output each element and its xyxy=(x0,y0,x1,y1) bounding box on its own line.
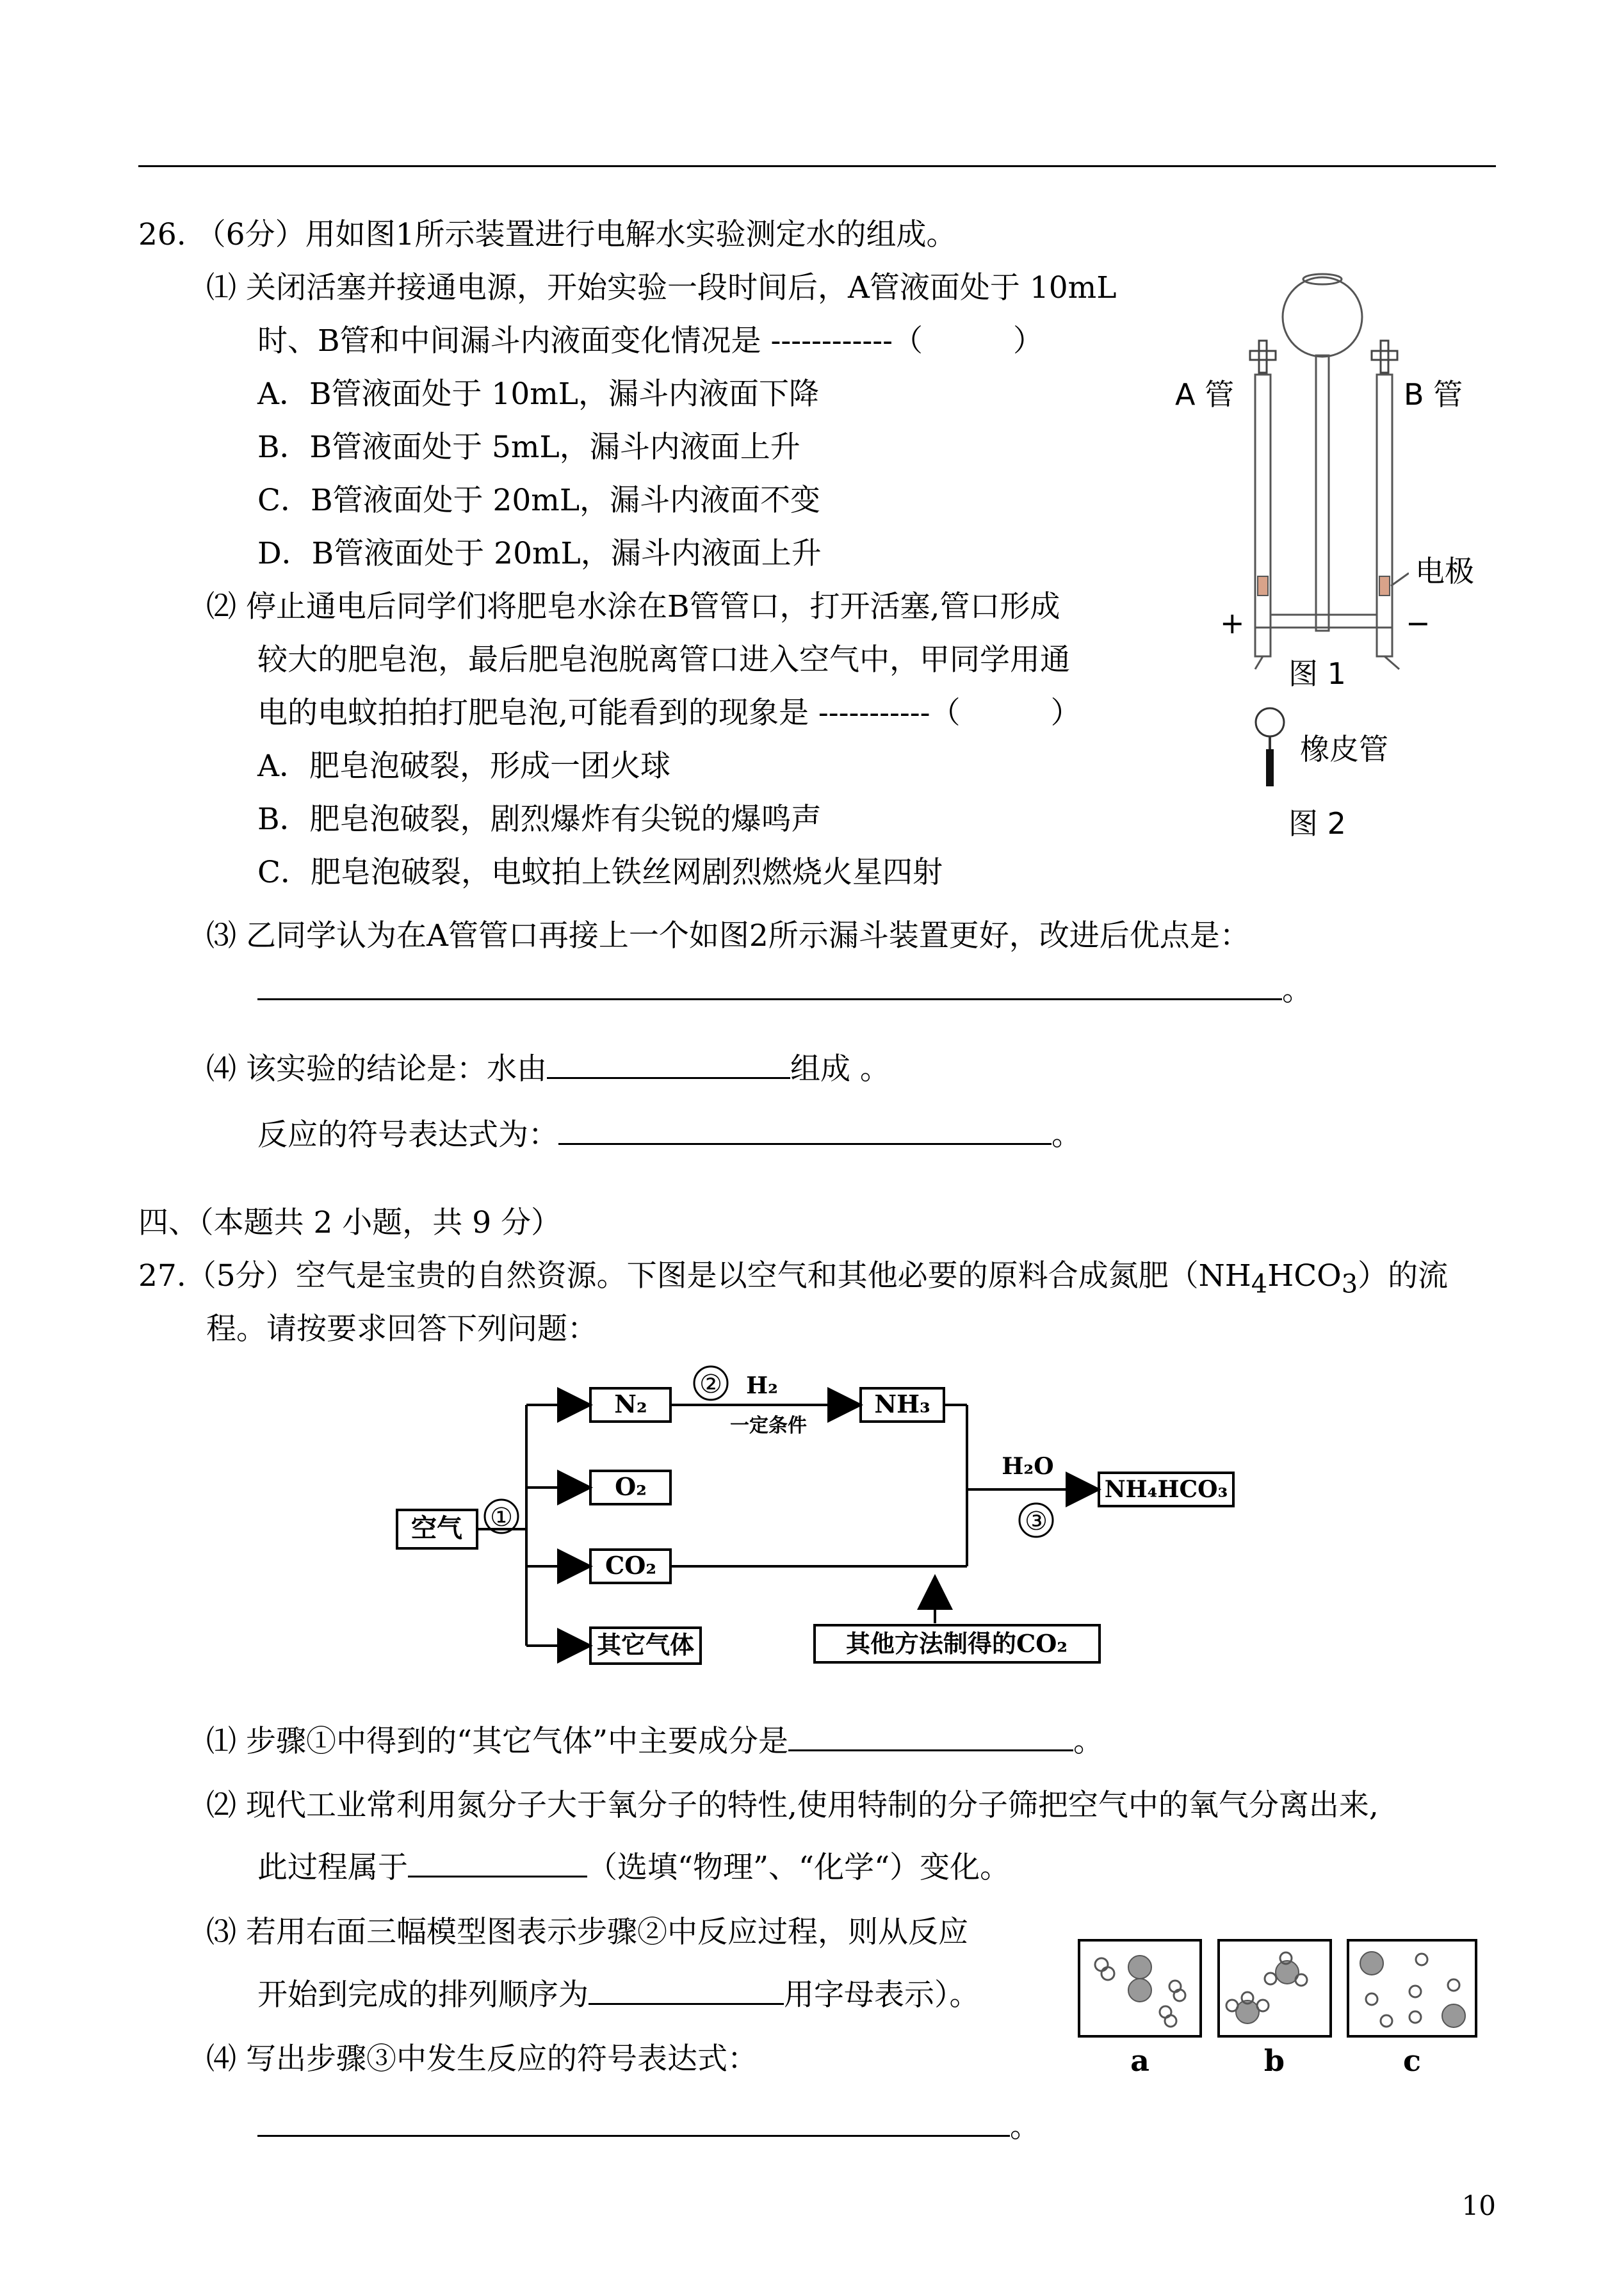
q26-p4-blank1[interactable] xyxy=(547,1049,790,1079)
q26-p1-line2: 时、B管和中间漏斗内液面变化情况是 ------------（ ） xyxy=(257,323,1044,359)
q26-p2-line3: 电的电蚊拍拍打肥皂泡,可能看到的现象是 -----------（ ） xyxy=(257,695,1081,731)
q27-p3-line2: 开始到完成的排列顺序为 用字母表示）。 xyxy=(257,1975,980,2015)
model-label-a: a xyxy=(1130,2043,1149,2078)
q27-p3-line1: ⑶ 若用右面三幅模型图表示步骤②中反应过程，则从反应 xyxy=(206,1915,968,1950)
flow-nh3-label: NH₃ xyxy=(874,1390,930,1418)
q27-p1: ⑴ 步骤①中得到的“其它气体”中主要成分是 。 xyxy=(206,1721,1103,1761)
a-tube-glass xyxy=(1255,375,1271,656)
model-box-b xyxy=(1219,1940,1331,2036)
q27-p1-blank[interactable] xyxy=(788,1721,1073,1751)
model-label-b: b xyxy=(1263,2043,1285,2078)
q27-header-line2: 程。请按要求回答下列问题： xyxy=(206,1311,597,1347)
funnel-bulb xyxy=(1283,277,1362,357)
fig2-caption: 图 2 xyxy=(1288,806,1346,841)
header-rule xyxy=(138,165,1496,167)
flow-other-co2-label: 其他方法制得的CO₂ xyxy=(846,1629,1068,1658)
q26-p4-line2: 反应的符号表达式为： 。 xyxy=(257,1115,1082,1155)
q27-flow-diagram xyxy=(384,1364,1262,1697)
q27-p2-line1: ⑵ 现代工业常利用氮分子大于氧分子的特性,使用特制的分子筛把空气中的氧气分离出来, xyxy=(206,1788,1379,1823)
figure-1-electrolysis-apparatus xyxy=(1217,269,1409,679)
q26-p1-line1: ⑴ 关闭活塞并接通电源，开始实验一段时间后，A管液面处于 10mL xyxy=(206,270,1117,305)
fig1-minus-label: − xyxy=(1406,606,1431,640)
fig1-b-tube-label: B 管 xyxy=(1404,377,1463,412)
q27-p4-line1: ⑷ 写出步骤③中发生反应的符号表达式： xyxy=(206,2041,758,2077)
q27-header: 27.（5分）空气是宝贵的自然资源。下图是以空气和其他必要的原料合成氮肥$(NH_4HCO_3)$的流 xyxy=(138,1258,1449,1299)
flow-product-label: NH₄HCO₃ xyxy=(1104,1476,1228,1503)
q27-p2-line2: 此过程属于 （选填“物理”、“化学“）变化。 xyxy=(257,1847,1010,1887)
q26-p2-option-a: A．肥皂泡破裂，形成一团火球 xyxy=(257,749,670,784)
flow-air-label: 空气 xyxy=(411,1513,462,1543)
q27-p3-blank[interactable] xyxy=(589,1975,784,2005)
page-number: 10 xyxy=(1461,2190,1496,2221)
q27-model-diagrams xyxy=(1076,1934,1492,2081)
q26-p1-option-d: D．B管液面处于 20mL，漏斗内液面上升 xyxy=(257,536,822,571)
q26-p1-option-c: C．B管液面处于 20mL，漏斗内液面不变 xyxy=(257,483,821,518)
flow-condition-label: 一定条件 xyxy=(730,1415,807,1437)
q26-p2-line1: ⑵ 停止通电后同学们将肥皂水涂在B管管口，打开活塞,管口形成 xyxy=(206,589,1060,624)
fig1-caption: 图 1 xyxy=(1288,656,1346,691)
figure-2-funnel xyxy=(1252,704,1290,794)
flow-co2-label: CO₂ xyxy=(605,1551,656,1580)
central-tube xyxy=(1316,355,1329,631)
q26-p1-option-a: A．B管液面处于 10mL，漏斗内液面下降 xyxy=(257,377,820,412)
flow-step2: ② xyxy=(699,1370,722,1399)
q27-p4-answer[interactable]: 。 xyxy=(257,2107,1040,2146)
flow-n2-label: N₂ xyxy=(614,1390,647,1418)
fig1-a-tube-label: A 管 xyxy=(1175,377,1235,412)
q26-p3-answer[interactable]: 。 xyxy=(257,970,1312,1010)
fig1-plus-label: + xyxy=(1220,606,1245,640)
flow-step1: ① xyxy=(490,1503,513,1532)
q27-p2-blank[interactable] xyxy=(408,1847,587,1877)
section-4-header: 四、（本题共 2 小题，共 9 分） xyxy=(138,1205,562,1240)
q26-p4-line1: ⑷ 该实验的结论是：水由 组成 。 xyxy=(206,1049,890,1089)
q26-p2-line2: 较大的肥皂泡，最后肥皂泡脱离管口进入空气中，甲同学用通 xyxy=(257,642,1070,677)
q26-p2-option-b: B．肥皂泡破裂，剧烈爆炸有尖锐的爆鸣声 xyxy=(257,802,822,837)
model-label-c: c xyxy=(1402,2043,1422,2078)
q26-p4-blank2[interactable] xyxy=(558,1115,1052,1145)
fig1-electrode-label: 电极 xyxy=(1415,554,1474,588)
q26-p1-option-b: B．B管液面处于 5mL，漏斗内液面上升 xyxy=(257,430,800,465)
flow-h2o-label: H₂O xyxy=(1002,1453,1054,1480)
b-tube-glass xyxy=(1377,375,1392,656)
q26-p3-line1: ⑶ 乙同学认为在A管管口再接上一个如图2所示漏斗装置更好，改进后优点是： xyxy=(206,918,1250,953)
q26-header: 26. （6分）用如图1所示装置进行电解水实验测定水的组成。 xyxy=(138,217,957,252)
flow-other-gas-label: 其它气体 xyxy=(596,1630,695,1659)
fig2-rubber-tube-label: 橡皮管 xyxy=(1300,732,1388,766)
flow-o2-label: O₂ xyxy=(615,1472,647,1501)
q26-p2-option-c: C．肥皂泡破裂，电蚊拍上铁丝网剧烈燃烧火星四射 xyxy=(257,855,943,890)
flow-step3: ③ xyxy=(1025,1507,1048,1536)
flow-h2-label: H₂ xyxy=(746,1372,778,1399)
